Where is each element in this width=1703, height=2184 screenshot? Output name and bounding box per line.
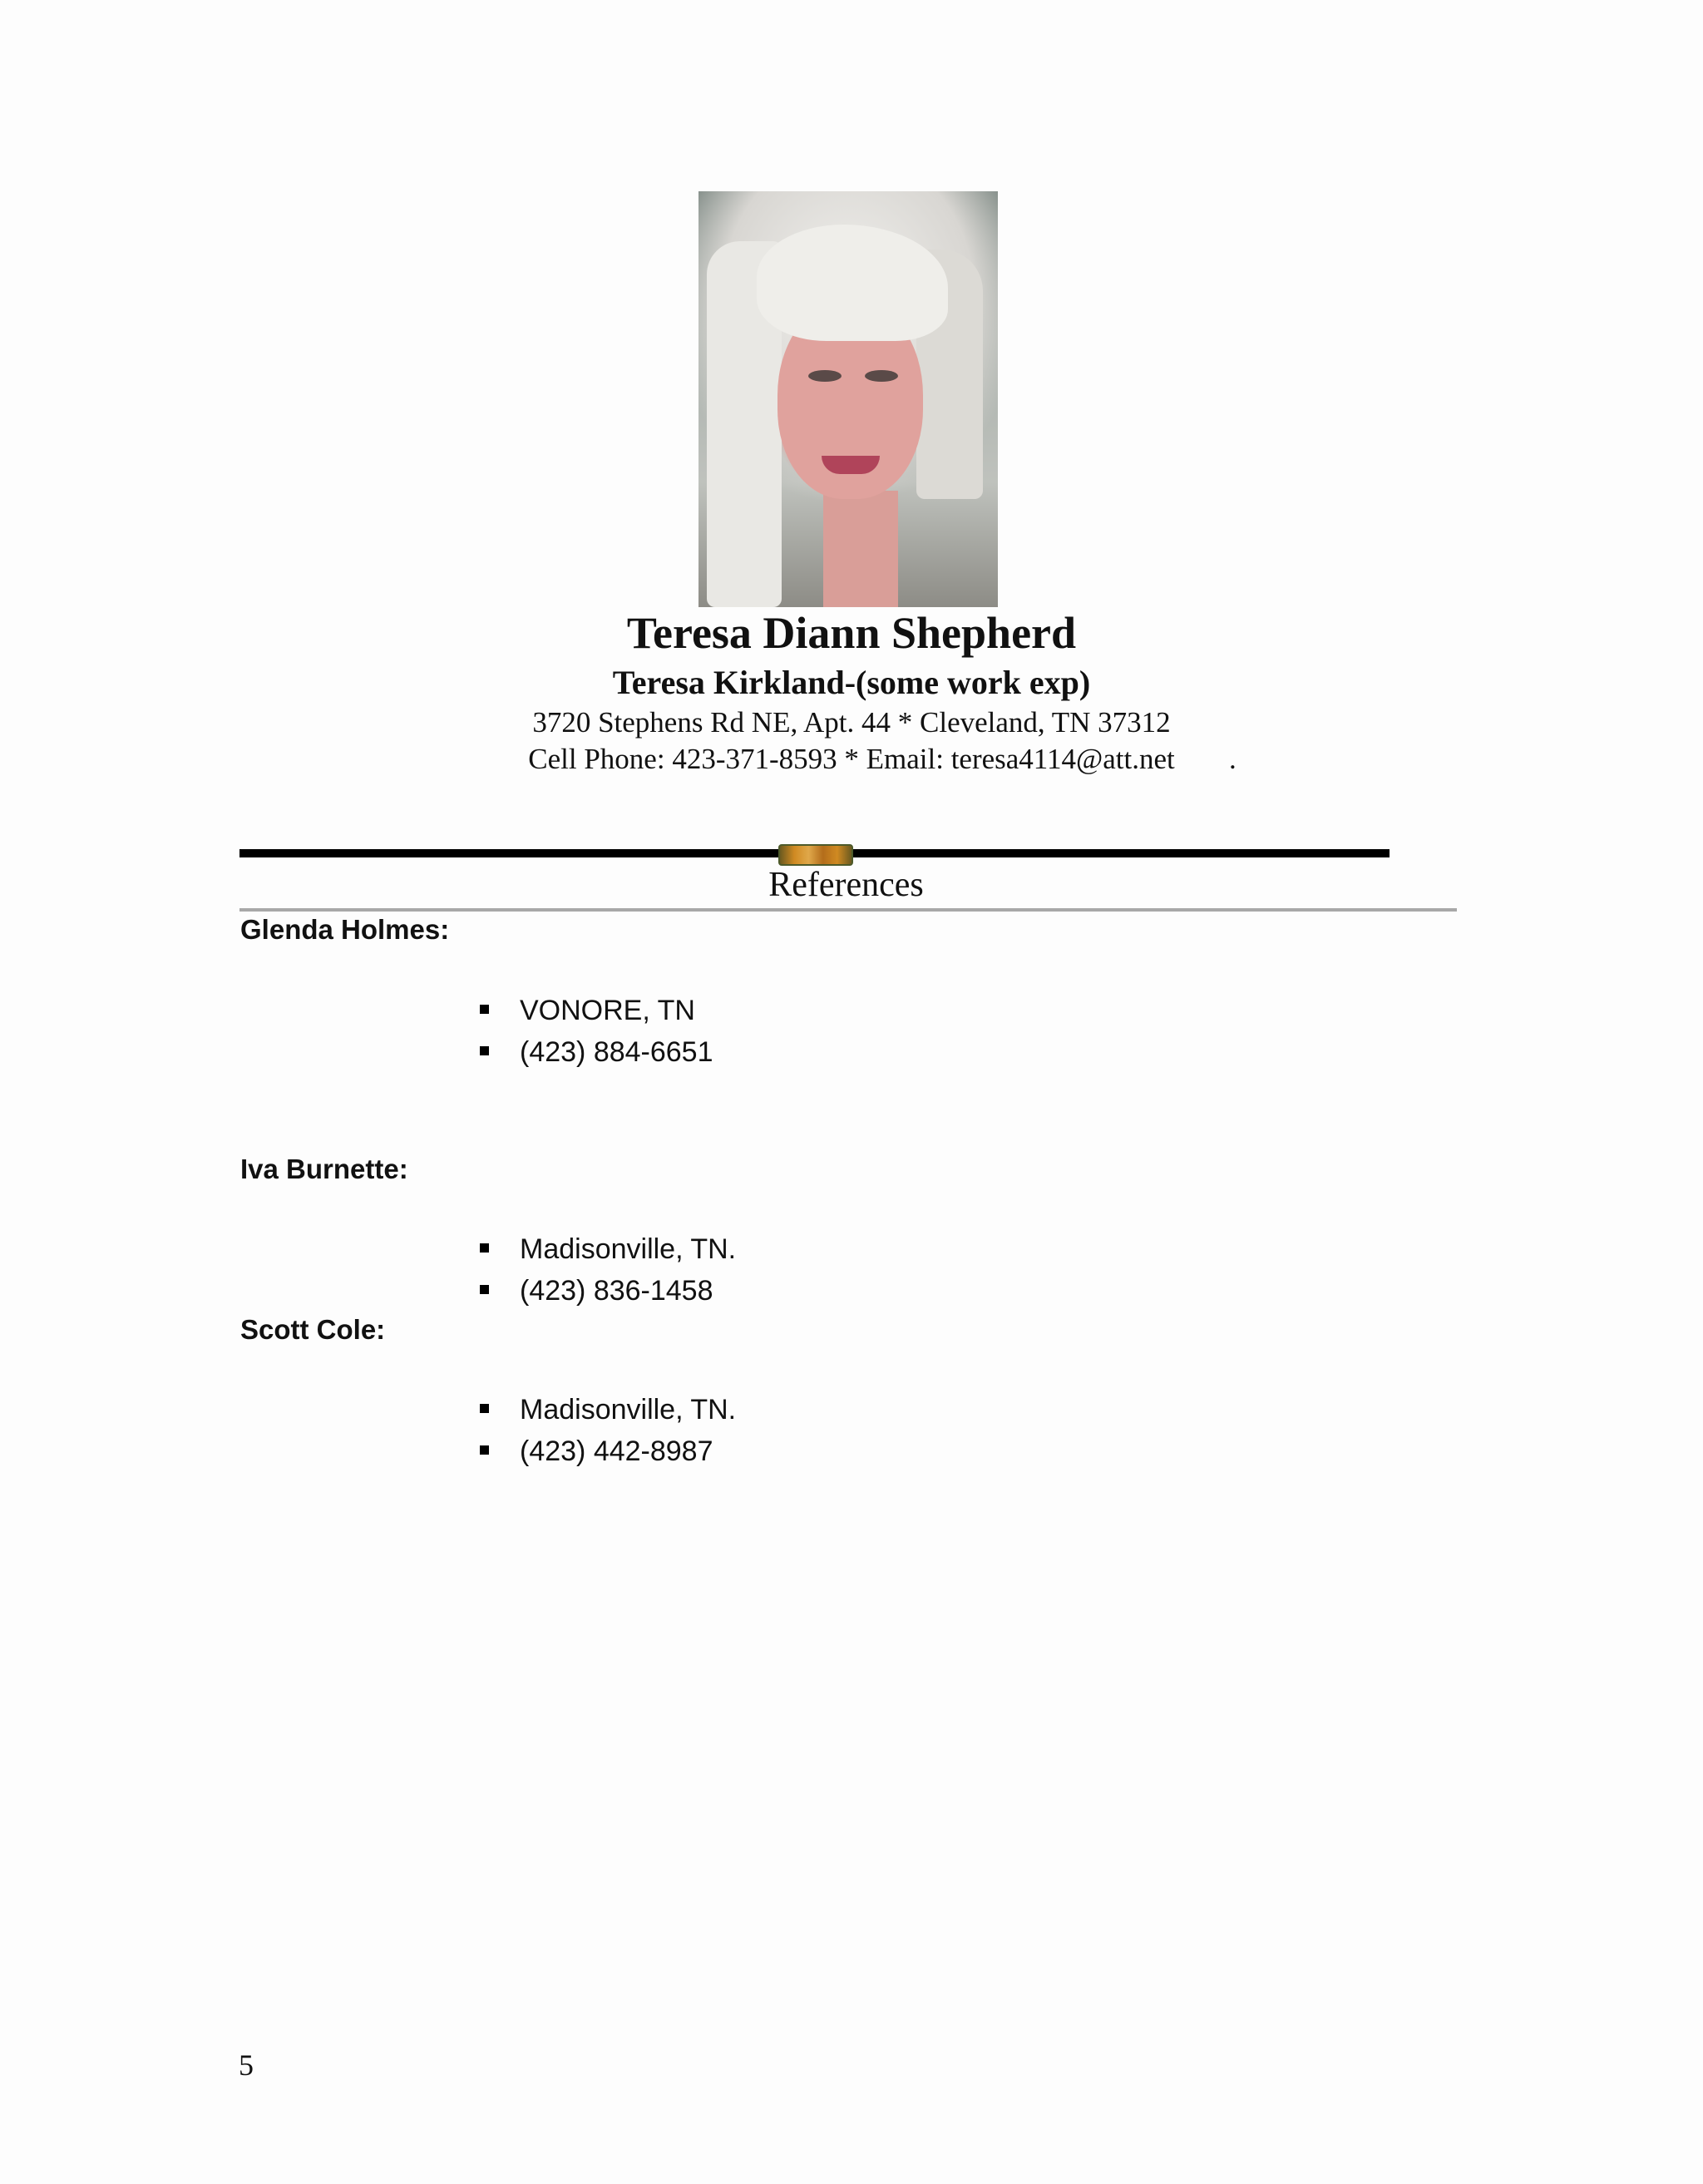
bullet-icon xyxy=(480,1005,489,1014)
reference-name: Glenda Holmes: xyxy=(240,914,450,945)
contact-trailing-dot: . xyxy=(1229,743,1237,775)
bullet-icon xyxy=(480,1243,489,1253)
photo-neck xyxy=(823,491,898,607)
reference-location xyxy=(480,995,695,1027)
photo-eye-left xyxy=(808,370,842,382)
resume-name: Teresa Diann Shepherd xyxy=(626,608,1077,658)
reference-location-text: Madisonville, TN. xyxy=(520,1233,737,1265)
reference-location xyxy=(480,1394,736,1426)
page-number: 5 xyxy=(239,2048,254,2082)
section-rule xyxy=(239,908,1457,912)
profile-photo xyxy=(698,191,998,607)
divider-ornament xyxy=(778,844,853,866)
reference-phone xyxy=(480,1275,713,1307)
reference-phone xyxy=(480,1036,713,1069)
reference-location-text: Madisonville, TN. xyxy=(520,1394,737,1426)
reference-phone xyxy=(480,1435,713,1468)
bullet-icon xyxy=(480,1285,489,1294)
reference-phone-text: (423) 884-6651 xyxy=(520,1036,713,1068)
resume-address: 3720 Stephens Rd NE, Apt. 44 * Cleveland, TN 37312 xyxy=(532,706,1171,739)
bullet-icon xyxy=(480,1046,489,1055)
reference-location xyxy=(480,1233,736,1266)
reference-phone-text: (423) 836-1458 xyxy=(520,1275,713,1307)
reference-location-text: VONORE, TN xyxy=(520,995,695,1026)
photo-bangs xyxy=(757,225,948,341)
bullet-icon xyxy=(480,1445,489,1455)
reference-name: Iva Burnette: xyxy=(240,1154,408,1184)
resume-contact: Cell Phone: 423-371-8593 * Email: teresa4114@att.net xyxy=(528,743,1175,775)
reference-phone-text: (423) 442-8987 xyxy=(520,1435,713,1467)
photo-eye-right xyxy=(865,370,898,382)
reference-name: Scott Cole: xyxy=(240,1314,386,1345)
bullet-icon xyxy=(480,1404,489,1413)
photo-mouth xyxy=(822,456,880,474)
section-title: References xyxy=(768,866,924,904)
resume-alias: Teresa Kirkland-(some work exp) xyxy=(612,664,1091,701)
